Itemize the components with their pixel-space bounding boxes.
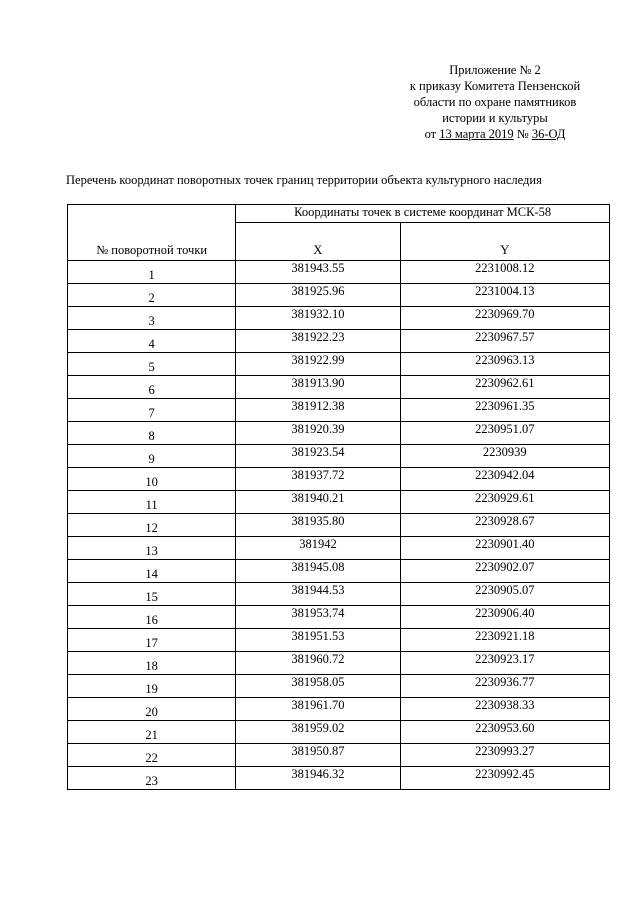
point-number-cell: 19 (68, 675, 236, 698)
point-number-cell: 5 (68, 353, 236, 376)
x-coordinate-cell: 381932.10 (236, 307, 400, 330)
y-coordinate-cell: 2230992.45 (400, 767, 609, 790)
order-reference-line: области по охране памятников (413, 95, 577, 109)
table-row (68, 468, 610, 491)
point-number-cell: 12 (68, 514, 236, 537)
x-coordinate-cell: 381913.90 (236, 376, 400, 399)
y-coordinate-cell: 2230951.07 (400, 422, 609, 445)
table-row (68, 652, 610, 675)
y-coordinate-cell: 2230928.67 (400, 514, 609, 537)
x-coordinate-cell: 381946.32 (236, 767, 400, 790)
y-coordinate-cell: 2230936.77 (400, 675, 609, 698)
point-number-cell: 18 (68, 652, 236, 675)
point-number-cell: 10 (68, 468, 236, 491)
x-coordinate-cell: 381940.21 (236, 491, 400, 514)
y-coordinate-cell: 2230993.27 (400, 744, 609, 767)
header-point-number: № поворотной точки (68, 205, 236, 261)
x-coordinate-cell: 381960.72 (236, 652, 400, 675)
table-row (68, 675, 610, 698)
table-row (68, 583, 610, 606)
point-number-cell: 17 (68, 629, 236, 652)
x-coordinate-cell: 381942 (236, 537, 400, 560)
y-coordinate-cell: 2230942.04 (400, 468, 609, 491)
y-coordinate-cell: 2230969.70 (400, 307, 609, 330)
table-row (68, 330, 610, 353)
header-x: X (236, 223, 400, 261)
x-coordinate-cell: 381922.23 (236, 330, 400, 353)
table-row (68, 537, 610, 560)
y-coordinate-cell: 2230906.40 (400, 606, 609, 629)
x-coordinate-cell: 381935.80 (236, 514, 400, 537)
appendix-header (380, 62, 610, 142)
order-date: 13 марта 2019 (439, 127, 514, 141)
y-coordinate-cell: 2230921.18 (400, 629, 609, 652)
order-reference: к приказу Комитета Пензенской (409, 79, 581, 93)
point-number-cell: 16 (68, 606, 236, 629)
table-row (68, 514, 610, 537)
point-number-cell: 2 (68, 284, 236, 307)
table-row (68, 491, 610, 514)
y-coordinate-cell: 2231004.13 (400, 284, 609, 307)
table-row (68, 606, 610, 629)
y-coordinate-cell: 2230963.13 (400, 353, 609, 376)
y-coordinate-cell: 2230901.40 (400, 537, 609, 560)
table-row (68, 422, 610, 445)
table-row (68, 629, 610, 652)
x-coordinate-cell: 381912.38 (236, 399, 400, 422)
x-coordinate-cell: 381959.02 (236, 721, 400, 744)
point-number-cell: 14 (68, 560, 236, 583)
point-number-cell: 6 (68, 376, 236, 399)
y-coordinate-cell: 2230923.17 (400, 652, 609, 675)
y-coordinate-cell: 2230962.61 (400, 376, 609, 399)
y-coordinate-cell: 2230902.07 (400, 560, 609, 583)
order-date-line: от 13 марта 2019 № 36-ОД (424, 127, 566, 141)
point-number-cell: 22 (68, 744, 236, 767)
point-number-cell: 7 (68, 399, 236, 422)
x-coordinate-cell: 381943.55 (236, 261, 400, 284)
table-row (68, 261, 610, 284)
table-row (68, 307, 610, 330)
x-coordinate-cell: 381953.74 (236, 606, 400, 629)
y-coordinate-cell: 2230953.60 (400, 721, 609, 744)
table-row (68, 445, 610, 468)
header-y: Y (400, 223, 609, 261)
y-coordinate-cell: 2230961.35 (400, 399, 609, 422)
table-row (68, 744, 610, 767)
table-row (68, 284, 610, 307)
point-number-cell: 23 (68, 767, 236, 790)
point-number-cell: 9 (68, 445, 236, 468)
x-coordinate-cell: 381944.53 (236, 583, 400, 606)
order-reference-line: истории и культуры (442, 111, 548, 125)
point-number-cell: 3 (68, 307, 236, 330)
table-body (68, 261, 610, 790)
point-number-cell: 4 (68, 330, 236, 353)
y-coordinate-cell: 2230905.07 (400, 583, 609, 606)
x-coordinate-cell: 381920.39 (236, 422, 400, 445)
table-row (68, 767, 610, 790)
y-coordinate-cell: 2230938.33 (400, 698, 609, 721)
y-coordinate-cell: 2231008.12 (400, 261, 609, 284)
table-row (68, 560, 610, 583)
point-number-cell: 20 (68, 698, 236, 721)
order-number: 36-ОД (531, 127, 566, 141)
y-coordinate-cell: 2230939 (400, 445, 609, 468)
header-coordinate-system: Координаты точек в системе координат МСК-58 (236, 205, 610, 223)
x-coordinate-cell: 381925.96 (236, 284, 400, 307)
table-row (68, 399, 610, 422)
y-coordinate-cell: 2230967.57 (400, 330, 609, 353)
x-coordinate-cell: 381937.72 (236, 468, 400, 491)
x-coordinate-cell: 381922.99 (236, 353, 400, 376)
point-number-cell: 13 (68, 537, 236, 560)
x-coordinate-cell: 381945.08 (236, 560, 400, 583)
x-coordinate-cell: 381958.05 (236, 675, 400, 698)
point-number-cell: 15 (68, 583, 236, 606)
x-coordinate-cell: 381961.70 (236, 698, 400, 721)
coordinates-table (67, 204, 610, 790)
point-number-cell: 21 (68, 721, 236, 744)
point-number-cell: 1 (68, 261, 236, 284)
y-coordinate-cell: 2230929.61 (400, 491, 609, 514)
table-row (68, 698, 610, 721)
x-coordinate-cell: 381923.54 (236, 445, 400, 468)
document-title: Перечень координат поворотных точек границ территории объекта культурного наследия (66, 173, 542, 187)
point-number-cell: 8 (68, 422, 236, 445)
x-coordinate-cell: 381951.53 (236, 629, 400, 652)
table-row (68, 721, 610, 744)
point-number-cell: 11 (68, 491, 236, 514)
x-coordinate-cell: 381950.87 (236, 744, 400, 767)
table-row (68, 353, 610, 376)
table-row (68, 376, 610, 399)
appendix-title: Приложение № 2 (449, 63, 541, 77)
